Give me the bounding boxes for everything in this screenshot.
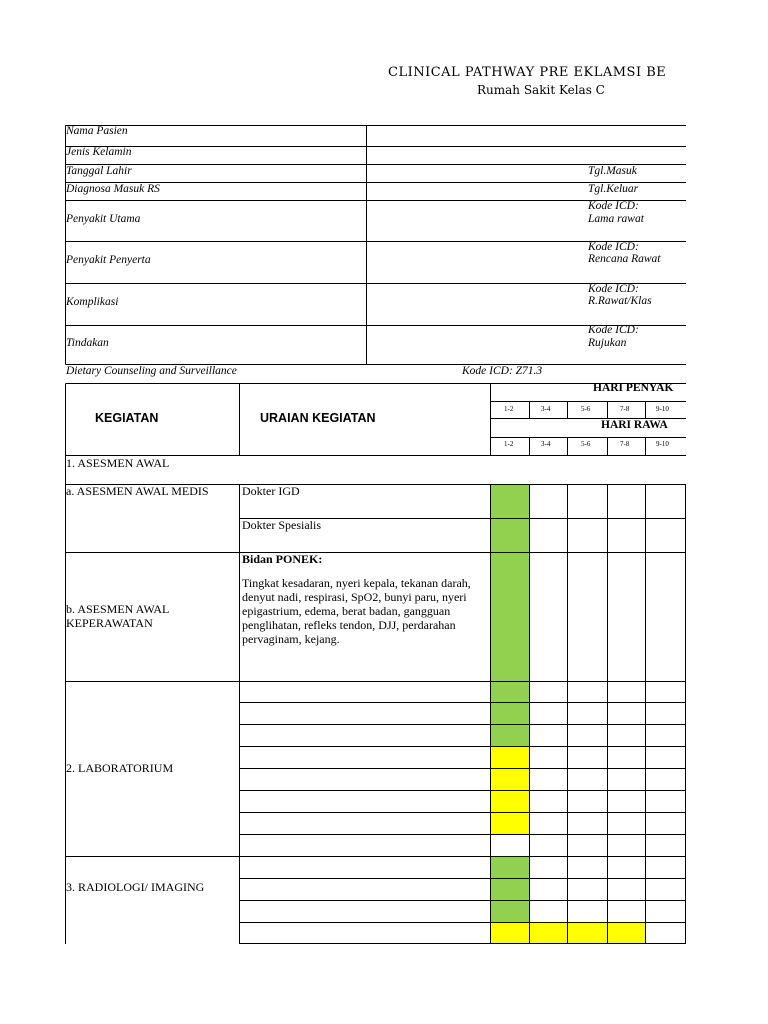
label-penyakit-utama: Penyakit Utama [66,213,141,225]
day-label: 7-8 [620,405,630,413]
label-r-rawat-klas: R.Rawat/Klas [588,295,652,307]
label-diagnosa-masuk: Diagnosa Masuk RS [66,183,160,195]
uraian-dokter-spesialis: Dokter Spesialis [242,518,321,532]
label-tanggal-lahir: Tanggal Lahir [66,165,132,177]
label-penyakit-penyerta: Penyakit Penyerta [66,254,151,266]
label-lama-rawat: Lama rawat [588,213,644,225]
label-kode-icd-utama: Kode ICD: [588,200,639,212]
label-komplikasi: Komplikasi [66,296,119,308]
label-tgl-keluar: Tgl.Keluar [588,183,639,195]
header-kegiatan: KEGIATAN [95,411,159,425]
section-asesmen-keperawatan: b. ASESMEN AWAL KEPERAWATAN [66,602,169,630]
label-tgl-masuk: Tgl.Masuk [588,165,637,177]
day-label: 3-4 [541,405,551,413]
uraian-bidan-ponek: Bidan PONEK: [242,552,323,566]
uraian-bidan-desc: Tingkat kesadaran, nyeri kepala, tekanan darah, denyut nadi, respirasi, SpO2, bunyi paru, nyeri epigastrium, edema, berat badan, gangguan penglihatan, refleks tendon, DJJ, perdarahan pervaginam, kejang. [242,576,471,646]
section-asesmen-awal: 1. ASESMEN AWAL [66,456,170,470]
label-tindakan: Tindakan [66,337,109,349]
label-dietary: Dietary Counseling and Surveillance [66,365,237,377]
day-label: 9-10 [656,405,669,413]
document-subtitle: Rumah Sakit Kelas C [477,83,605,97]
section-asesmen-medis: a. ASESMEN AWAL MEDIS [66,484,209,498]
label-kode-icd-tindakan: Kode ICD: [588,324,639,336]
label-kode-icd-komplikasi: Kode ICD: [588,283,639,295]
day-label: 3-4 [541,440,551,448]
day-label: 1-2 [504,440,514,448]
day-label: 5-6 [581,440,591,448]
label-rencana-rawat: Rencana Rawat [588,253,661,265]
header-hari-penyakit: HARI PENYAK [593,382,674,394]
label-dietary-code: Kode ICD: Z71.3 [462,365,543,377]
day-label: 7-8 [620,440,630,448]
day-label: 1-2 [504,405,514,413]
uraian-dokter-igd: Dokter IGD [242,484,300,498]
section-radiologi: 3. RADIOLOGI/ IMAGING [66,880,205,894]
section-laboratorium: 2. LABORATORIUM [66,761,174,775]
day-label: 9-10 [656,440,669,448]
header-uraian: URAIAN KEGIATAN [260,411,376,425]
label-rujukan: Rujukan [588,337,627,349]
label-kode-icd-penyerta: Kode ICD: [588,241,639,253]
label-nama-pasien: Nama Pasien [66,125,128,137]
document-title: CLINICAL PATHWAY PRE EKLAMSI BE [388,65,667,80]
day-label: 5-6 [581,405,591,413]
header-hari-rawat: HARI RAWA [601,419,668,431]
label-jenis-kelamin: Jenis Kelamin [66,146,132,158]
